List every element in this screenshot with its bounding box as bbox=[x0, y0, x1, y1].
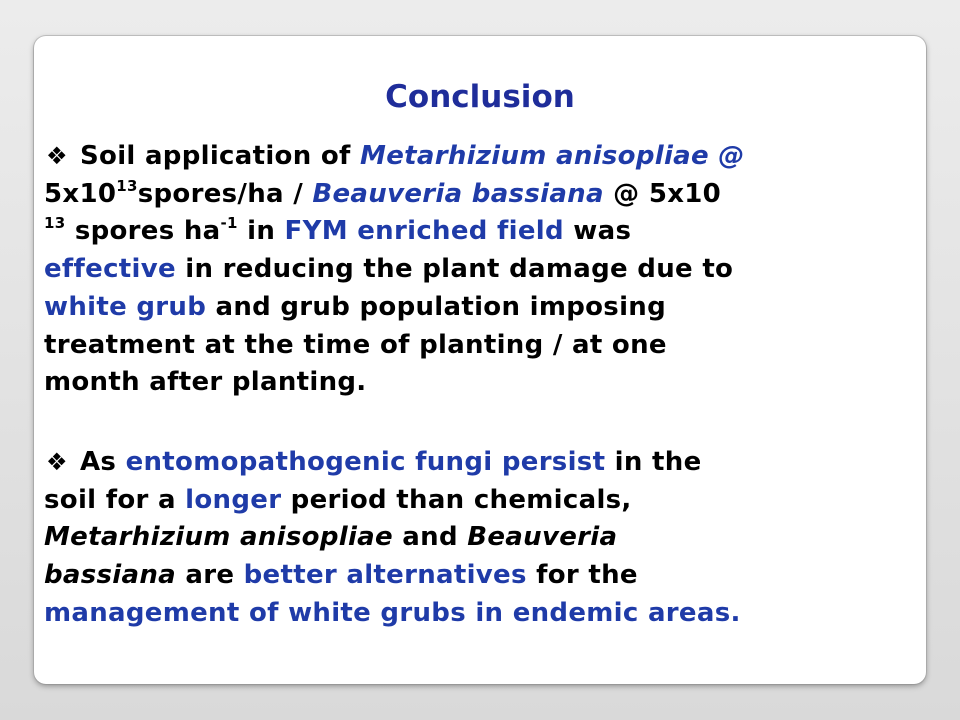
text-line bbox=[44, 251, 894, 289]
species-name: Metarhizium anisopliae bbox=[44, 522, 393, 553]
text-line: treatment at the time of planting / at one bbox=[44, 329, 667, 360]
text-run: in bbox=[237, 216, 285, 247]
highlight-text: entomopathogenic fungi persist bbox=[125, 447, 606, 477]
species-name: Metarhizium anisopliae @ bbox=[360, 141, 745, 171]
slide-title: Conclusion bbox=[385, 79, 575, 115]
text-run: and bbox=[392, 522, 468, 553]
text-run: for the bbox=[526, 560, 638, 591]
text-run: are bbox=[176, 560, 244, 591]
text-line bbox=[44, 176, 894, 214]
highlight-text: effective bbox=[44, 254, 176, 285]
highlight-text: white grub bbox=[44, 291, 207, 322]
slide-card bbox=[34, 36, 926, 684]
superscript: 13 bbox=[116, 176, 138, 195]
conclusion-point-1 bbox=[44, 138, 894, 402]
text-run: 5x10 bbox=[44, 178, 117, 209]
text-line bbox=[44, 557, 894, 595]
text-run: As bbox=[80, 447, 126, 477]
text-line bbox=[44, 138, 894, 176]
text-line bbox=[44, 289, 894, 327]
text-run: soil for a bbox=[44, 484, 186, 515]
text-line: month after planting. bbox=[44, 367, 367, 398]
highlight-text: management of white grubs in endemic areas. bbox=[44, 597, 741, 628]
highlight-text: longer bbox=[185, 484, 282, 515]
species-name: Beauveria bassiana bbox=[312, 178, 604, 209]
text-line bbox=[44, 482, 894, 520]
conclusion-point-2 bbox=[44, 444, 894, 633]
superscript: 13 bbox=[44, 214, 66, 233]
text-run: and grub population imposing bbox=[206, 291, 667, 322]
highlight-text: better alternatives bbox=[243, 560, 527, 591]
text-run: in reducing the plant damage due to bbox=[175, 254, 734, 285]
text-run: period than chemicals, bbox=[281, 484, 632, 515]
text-line bbox=[44, 519, 894, 557]
text-run: spores ha bbox=[65, 216, 221, 247]
text-run: was bbox=[563, 216, 632, 247]
highlight-text: FYM enriched field bbox=[284, 216, 564, 247]
text-line bbox=[44, 444, 894, 482]
text-line bbox=[44, 213, 894, 251]
species-name: Beauveria bbox=[467, 522, 618, 553]
superscript: -1 bbox=[220, 214, 238, 233]
text-run: Soil application of bbox=[80, 141, 361, 171]
text-run: spores/ha / bbox=[137, 178, 313, 209]
diamond-bullet-icon: ❖ bbox=[46, 448, 68, 476]
diamond-bullet-icon: ❖ bbox=[46, 142, 68, 170]
species-name: bassiana bbox=[44, 560, 177, 591]
text-run: in the bbox=[605, 447, 702, 477]
text-run: @ 5x10 bbox=[603, 178, 722, 209]
